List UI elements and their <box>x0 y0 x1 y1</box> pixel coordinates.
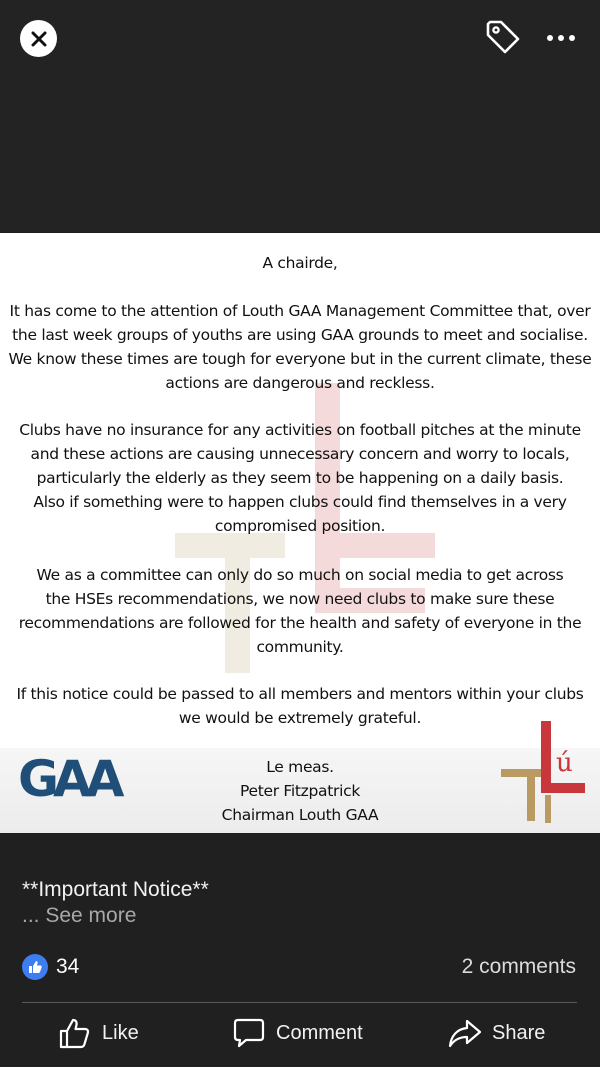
notice-line: the HSEs recommendations, we now need clubs to make sure these <box>45 590 555 608</box>
divider <box>22 1002 577 1003</box>
notice-greeting: A chairde, <box>262 254 338 272</box>
svg-text:GAA: GAA <box>18 751 119 803</box>
notice-line: Also if something were to happen clubs could find themselves in a very <box>33 493 567 511</box>
like-button[interactable] <box>58 1016 139 1050</box>
comment-label: Comment <box>276 1021 363 1044</box>
like-count: 34 <box>56 955 80 978</box>
notice-line: and these actions are causing unnecessary concern and worry to locals, <box>30 445 570 463</box>
tag-icon <box>484 18 524 58</box>
signoff-text: Le meas. <box>266 758 334 776</box>
notice-paragraph-1 <box>6 299 594 395</box>
notice-line: the last week groups of youths are using GAA grounds to meet and socialise. <box>12 326 588 344</box>
louth-logo <box>495 721 587 826</box>
notice-line: We know these times are tough for everyone but in the current climate, these <box>8 350 592 368</box>
signer-title: Chairman Louth GAA <box>221 806 379 824</box>
notice-line: recommendations are followed for the health and safety of everyone in the <box>18 614 582 632</box>
notice-signature <box>180 755 420 827</box>
post-caption: **Important Notice** <box>22 878 209 901</box>
svg-text:ú: ú <box>556 748 573 778</box>
notice-line: Clubs have no insurance for any activities on football pitches at the minute <box>19 421 581 439</box>
share-icon <box>448 1016 482 1050</box>
more-options-button[interactable] <box>545 24 577 52</box>
comments-count[interactable]: 2 comments <box>461 955 576 978</box>
share-button[interactable] <box>448 1016 545 1050</box>
see-more-link[interactable]: ... See more <box>22 904 137 927</box>
photo-viewer-topbar <box>0 0 600 232</box>
close-icon <box>29 29 49 49</box>
reaction-summary[interactable] <box>22 954 79 980</box>
notice-photo[interactable] <box>0 233 600 833</box>
like-label: Like <box>102 1021 139 1044</box>
notice-line: compromised position. <box>214 517 386 535</box>
signer-name: Peter Fitzpatrick <box>239 782 361 800</box>
notice-paragraph-2 <box>6 418 594 538</box>
notice-line: We as a committee can only do so much on social media to get across <box>36 566 564 584</box>
notice-line: community. <box>256 638 344 656</box>
comment-button[interactable] <box>232 1016 363 1050</box>
notice-line: It has come to the attention of Louth GAA Management Committee that, over <box>9 302 591 320</box>
gaa-logo <box>16 751 146 803</box>
like-reaction-icon <box>22 954 48 980</box>
notice-line: actions are dangerous and reckless. <box>165 374 435 392</box>
close-button[interactable] <box>20 20 57 57</box>
notice-line: If this notice could be passed to all members and mentors within your clubs <box>16 685 584 703</box>
notice-line: we would be extremely grateful. <box>178 709 422 727</box>
more-options-icon <box>545 24 577 52</box>
notice-paragraph-3 <box>6 563 594 659</box>
notice-line: particularly the elderly as they seem to be happening on a daily basis. <box>36 469 564 487</box>
comment-icon <box>232 1016 266 1050</box>
share-label: Share <box>492 1021 546 1044</box>
thumbs-up-icon <box>58 1016 92 1050</box>
tag-button[interactable] <box>484 18 524 58</box>
